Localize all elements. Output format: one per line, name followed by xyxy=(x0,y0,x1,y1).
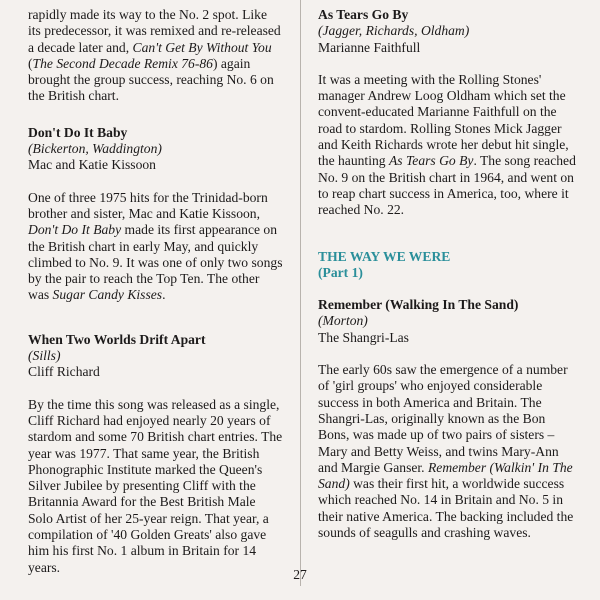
song-artist: Marianne Faithfull xyxy=(318,39,421,55)
italic-title-text: As Tears Go By xyxy=(388,153,474,169)
intro-paragraph xyxy=(28,7,283,105)
song-credits: (Jagger, Richards, Oldham) xyxy=(318,23,470,39)
song-title: Don't Do It Baby xyxy=(28,124,128,140)
text-run: One of three 1975 hits for the Trinidad-born brother and sister, Mac and Katie Kissoon, xyxy=(28,189,268,221)
text-run: rapidly made its way to the No. 2 spot. Like its predecessor, it was remixed and re-released a decade later and, xyxy=(28,7,281,55)
song-title: When Two Worlds Drift Apart xyxy=(28,331,206,347)
text-run: made its first appearance on the British chart in early May, and quickly climbed to No. 9. It was one of only two songs by the pair to reach the Top Ten. The other was xyxy=(28,222,283,303)
text-run: was their first hit, a worldwide success which reached No. 14 in Britain and No. 5 in their native America. The backing included the sounds of seagulls and crashing waves. xyxy=(318,476,574,541)
left-column xyxy=(28,0,283,576)
song-credits: (Morton) xyxy=(318,313,368,329)
song-artist: Mac and Katie Kissoon xyxy=(28,157,156,173)
song-entry-remember-walking-in-the-sand xyxy=(318,297,576,541)
song-entry-when-two-worlds-drift-apart xyxy=(28,332,283,576)
song-title: Remember (Walking In The Sand) xyxy=(318,297,519,313)
song-description xyxy=(28,190,283,304)
section-heading xyxy=(318,249,576,282)
section-subtitle: (Part 1) xyxy=(318,264,363,280)
page-number: 27 xyxy=(293,567,307,582)
text-run: ( xyxy=(28,55,33,71)
text-run: It was a meeting with the Rolling Stones' manager Andrew Loog Oldham which set the convent-educated Marianne Faithfull on the road to stardom. Rolling Stones Mick Jagger and Keith Richards wrote her debut hit single, the haunting xyxy=(318,71,569,169)
text-run: . The song reached No. 9 on the British chart in 1964, and went on to reap chart success in America, too, where it reached No. 22. xyxy=(318,153,576,218)
text-run: By the time this song was released as a single, Cliff Richard had enjoyed nearly 20 years of stardom and some 70 British chart entries. The year was 1977. That same year, the British Phonographic Institute marked the Queen's Silver Jubilee by presenting Cliff with the Britannia Award for the Best British Male Solo Artist of her 25-year reign. That year, a compilation of '40 Golden Greats' also gave him his first No. 1 album in Britain for 14 years. xyxy=(28,396,283,575)
text-run: ) again brought the group success, reaching No. 6 on the British chart. xyxy=(28,55,274,104)
italic-title-text: Remember (Walkin' In The Sand) xyxy=(318,459,573,492)
italic-title-text: The Second Decade Remix 76-86 xyxy=(32,55,213,71)
song-credits: (Bickerton, Waddington) xyxy=(28,141,162,157)
song-artist: The Shangri-Las xyxy=(318,329,409,345)
column-divider xyxy=(300,0,301,586)
italic-title-text: Sugar Candy Kisses xyxy=(52,287,163,303)
song-entry-as-tears-go-by xyxy=(318,7,576,219)
italic-title-text: Can't Get By Without You xyxy=(132,39,272,55)
section-title: THE WAY WE WERE xyxy=(318,248,451,264)
text-run: The early 60s saw the emergence of a number of 'girl groups' who enjoyed considerable success in both America and Britain. The Shangri-Las, originally known as the Bon Bons, was made up of two pairs of sisters – Mary and Betty Weiss, and twins Mary-Ann and Margie Ganser. xyxy=(318,362,568,475)
song-description xyxy=(28,397,283,576)
song-entry-dont-do-it-baby xyxy=(28,125,283,304)
song-artist: Cliff Richard xyxy=(28,364,100,380)
song-title: As Tears Go By xyxy=(318,7,409,22)
text-run: . xyxy=(162,287,166,303)
song-description xyxy=(318,72,576,219)
song-description xyxy=(318,362,576,541)
song-credits: (Sills) xyxy=(28,348,61,364)
right-column xyxy=(318,0,576,541)
italic-title-text: Don't Do It Baby xyxy=(28,222,122,238)
